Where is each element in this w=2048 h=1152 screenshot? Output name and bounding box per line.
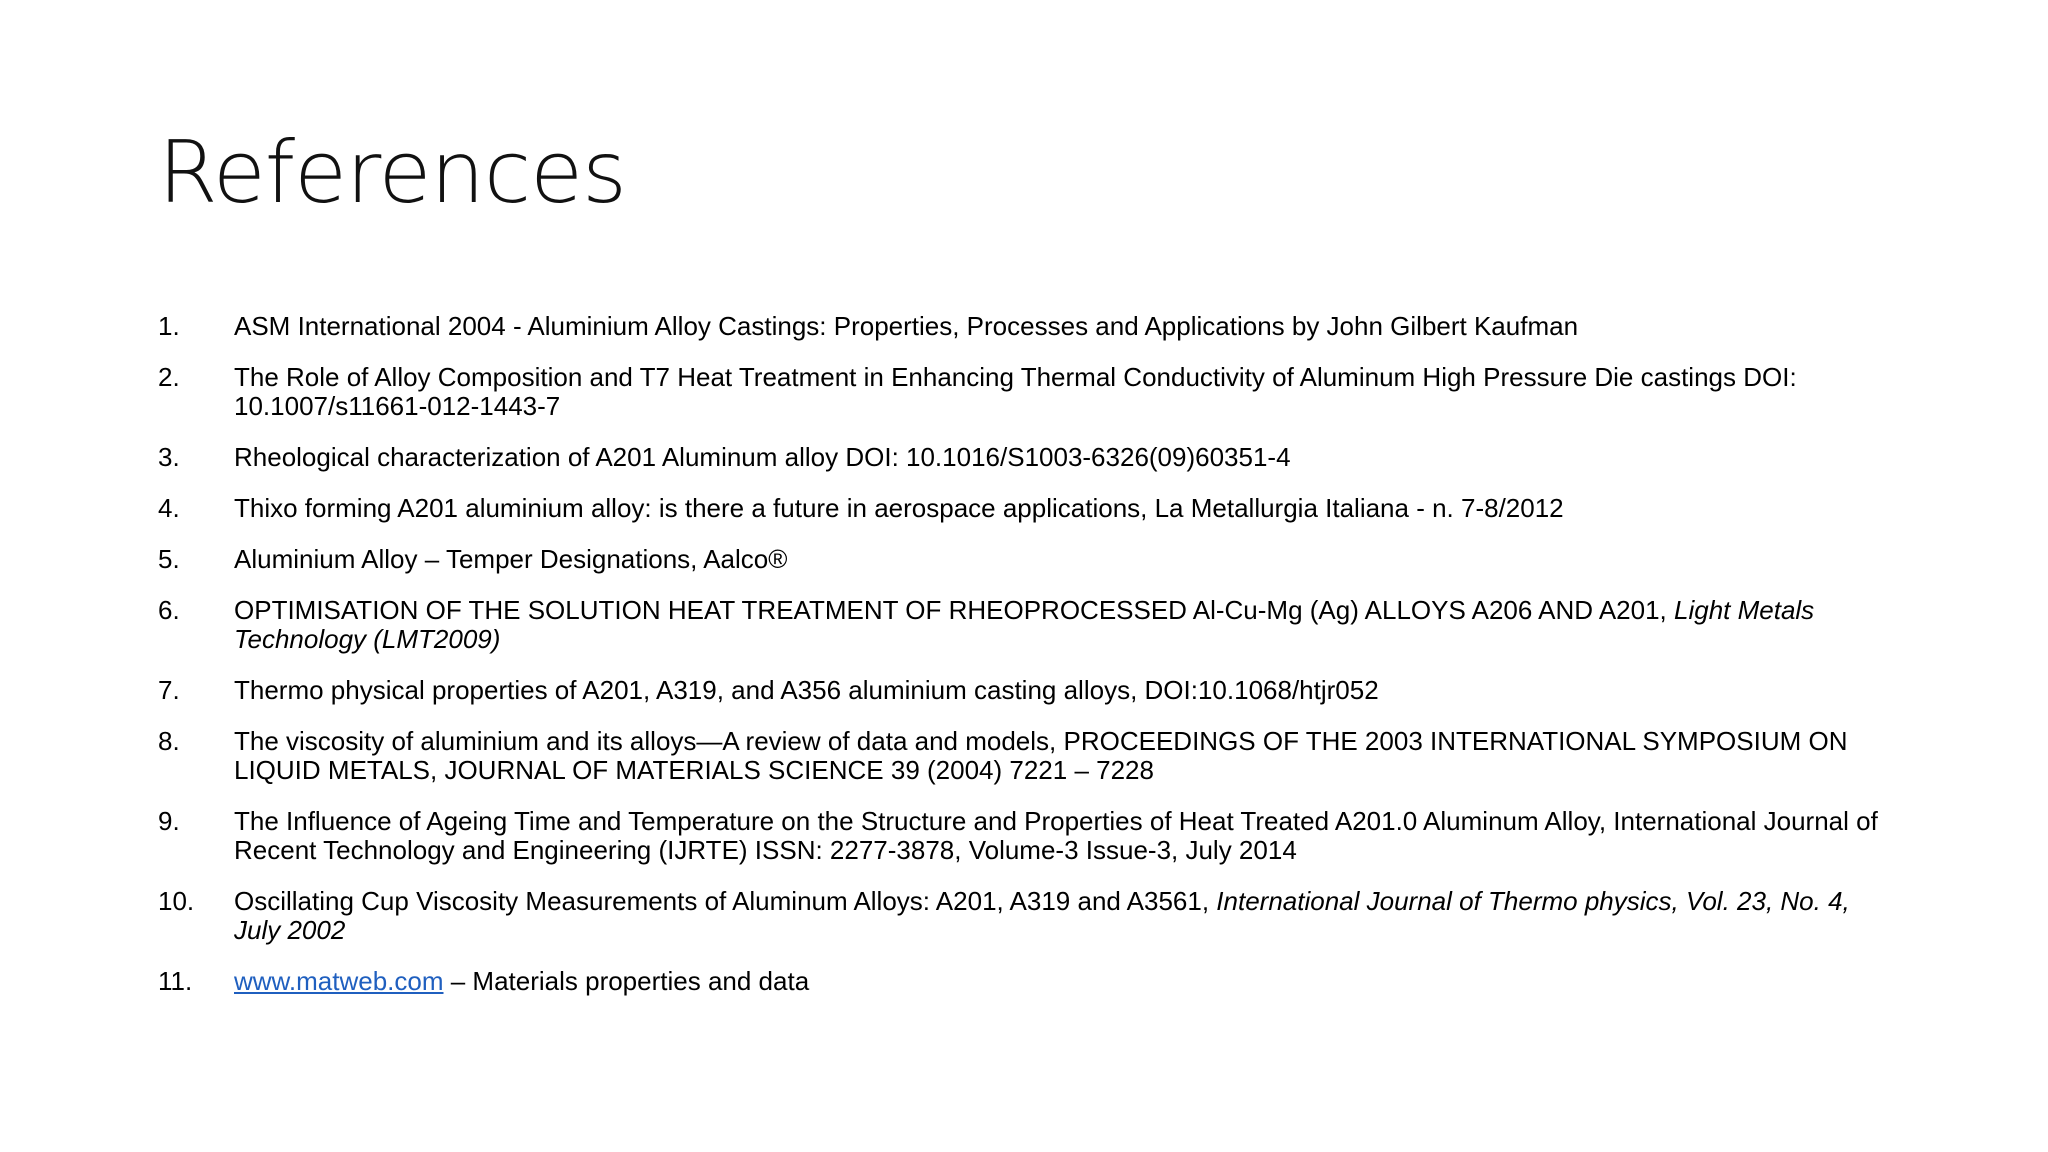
reference-item: [158, 545, 1898, 574]
reference-number: 11.: [158, 966, 193, 996]
reference-text: – Materials properties and data: [443, 966, 810, 996]
reference-item: [158, 967, 1898, 996]
reference-italic-title: Light Metals Technology (LMT2009): [234, 595, 1815, 654]
reference-number: 2.: [158, 362, 180, 392]
reference-text: OPTIMISATION OF THE SOLUTION HEAT TREATMENT OF RHEOPROCESSED Al-Cu-Mg (Ag) ALLOYS A206 AND A201,: [234, 595, 1674, 625]
reference-item: [158, 807, 1898, 865]
reference-number: 6.: [158, 595, 180, 625]
reference-text: Oscillating Cup Viscosity Measurements of Aluminum Alloys: A201, A319 and A3561,: [234, 886, 1217, 916]
reference-text: The viscosity of aluminium and its alloys—A review of data and models, PROCEEDINGS OF THE 2003 INTERNATIONAL SYMPOSIUM ON LIQUID METALS, JOURNAL OF MATERIALS SCIENCE 39 (2004) 7221 – 7228: [234, 726, 1848, 785]
reference-item: [158, 676, 1898, 705]
reference-number: 5.: [158, 544, 180, 574]
reference-text: Thixo forming A201 aluminium alloy: is there a future in aerospace applications, La Metallurgia Italiana - n. 7-8/2012: [234, 493, 1564, 523]
reference-item: [158, 443, 1898, 472]
reference-text: The Influence of Ageing Time and Temperature on the Structure and Properties of Heat Treated A201.0 Aluminum Alloy, International Journal of Recent Technology and Engineering (IJRTE) ISSN: 2277-3878, Volume-3 Issue-3, July 2014: [234, 806, 1878, 865]
reference-text: Rheological characterization of A201 Aluminum alloy DOI: 10.1016/S1003-6326(09)60351-4: [234, 442, 1291, 472]
reference-number: 1.: [158, 311, 180, 341]
reference-number: 3.: [158, 442, 180, 472]
reference-text: Thermo physical properties of A201, A319, and A356 aluminium casting alloys, DOI:10.1068/htjr052: [234, 675, 1379, 705]
reference-number: 7.: [158, 675, 180, 705]
reference-text-wrapper: [234, 886, 1850, 945]
slide-title: References: [158, 123, 626, 223]
reference-text-wrapper: [234, 966, 809, 996]
matweb-link[interactable]: www.matweb.com: [234, 966, 444, 996]
reference-italic-title: International Journal of Thermo physics, Vol. 23, No. 4, July 2002: [234, 886, 1850, 945]
reference-text: ASM International 2004 - Aluminium Alloy Castings: Properties, Processes and Applications by John Gilbert Kaufman: [234, 311, 1579, 341]
reference-item: [158, 363, 1898, 421]
reference-number: 4.: [158, 493, 180, 523]
reference-item: [158, 727, 1898, 785]
reference-text: The Role of Alloy Composition and T7 Heat Treatment in Enhancing Thermal Conductivity of Aluminum High Pressure Die castings DOI: 10.1007/s11661-012-1443-7: [234, 362, 1797, 421]
reference-item: [158, 494, 1898, 523]
reference-text: Aluminium Alloy – Temper Designations, Aalco®: [234, 544, 788, 574]
references-list: [158, 312, 1898, 1018]
reference-item: [158, 887, 1898, 945]
reference-number: 9.: [158, 806, 180, 836]
reference-text-wrapper: [234, 595, 1814, 654]
reference-item: [158, 312, 1898, 341]
reference-number: 10.: [158, 886, 195, 916]
reference-item: [158, 596, 1898, 654]
reference-number: 8.: [158, 726, 180, 756]
